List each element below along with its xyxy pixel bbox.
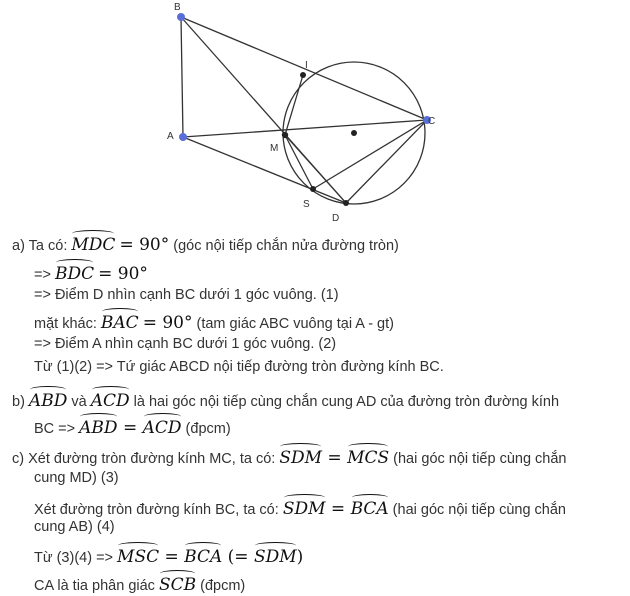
value: = 90°: [119, 235, 170, 255]
label-b: B: [174, 2, 181, 13]
angle-sdm: SDM: [279, 444, 322, 468]
angle-acd: ACD: [143, 414, 182, 438]
angle-sdm: SDM: [254, 543, 297, 567]
label-i: I: [305, 60, 308, 71]
note: (tam giác ABC vuông tại A - gt): [192, 316, 394, 332]
label-c: C: [428, 116, 436, 127]
angle-mcs: MCS: [347, 444, 389, 468]
text: =>: [34, 267, 55, 283]
line-a2: [34, 260, 148, 285]
text: Xét đường tròn đường kính BC, ta có:: [34, 502, 283, 518]
segment-ad: [183, 137, 346, 203]
note: (đpcm): [181, 421, 231, 437]
text: c) Xét đường tròn đường kính MC, ta có:: [12, 451, 280, 467]
segment-ba: [181, 17, 183, 137]
line-a5: => Điểm A nhìn cạnh BC dưới 1 góc vuông. (2): [34, 336, 337, 352]
paren-open: (=: [222, 547, 254, 567]
line-a6: Từ (1)(2) => Tứ giác ABCD nội tiếp đường tròn đường kính BC.: [34, 359, 444, 375]
label-a: A: [167, 131, 174, 142]
line-c1: [12, 444, 566, 469]
angle-abd: ABD: [79, 414, 117, 438]
text: CA là tia phân giác: [34, 578, 159, 594]
line-a3: => Điểm D nhìn cạnh BC dưới 1 góc vuông. (1): [34, 287, 339, 303]
figure-points: [177, 13, 431, 206]
label-d: D: [332, 213, 340, 224]
text: a) Ta có:: [12, 238, 72, 254]
line-a1: [12, 231, 399, 256]
text: mặt khác:: [34, 316, 101, 332]
angle-mdc: MDC: [71, 231, 115, 255]
angle-bdc: BDC: [55, 260, 94, 284]
equals: =: [117, 418, 143, 438]
segment-mi: [285, 75, 303, 135]
note: (hai góc nội tiếp cùng chắn: [388, 502, 566, 518]
angle-bac: BAC: [101, 309, 139, 333]
note: là hai góc nội tiếp cùng chắn cung AD của đường tròn đường kính: [129, 394, 560, 410]
note: (hai góc nội tiếp cùng chắn: [389, 451, 567, 467]
angle-acd: ACD: [91, 387, 130, 411]
point-m: [282, 132, 288, 138]
geometry-figure: [0, 0, 630, 228]
line-c5: [34, 543, 303, 568]
point-a: [179, 133, 187, 141]
angle-sdm: SDM: [283, 495, 326, 519]
text: và: [67, 394, 91, 410]
value: = 90°: [142, 313, 193, 333]
line-b2: [34, 414, 231, 439]
text: b): [12, 394, 29, 410]
equals: =: [325, 499, 351, 519]
angle-bca: BCA: [351, 495, 389, 519]
line-b1: [12, 387, 559, 412]
text: Từ (3)(4) =>: [34, 550, 118, 566]
value: = 90°: [98, 264, 148, 284]
angle-scb: SCB: [159, 571, 196, 595]
line-a4: [34, 309, 394, 334]
point-b: [177, 13, 185, 21]
note: (đpcm): [196, 578, 246, 594]
equals: =: [159, 547, 185, 567]
note: (góc nội tiếp chắn nửa đường tròn): [169, 238, 399, 254]
point-center: [351, 130, 357, 136]
point-d: [343, 200, 349, 206]
equals: =: [322, 448, 348, 468]
label-s: S: [303, 199, 310, 210]
angle-msc: MSC: [117, 543, 159, 567]
line-c6: [34, 571, 245, 596]
segment-ac: [183, 120, 427, 137]
figure-lines: [181, 17, 427, 204]
text: BC =>: [34, 421, 80, 437]
angle-bca: BCA: [184, 543, 222, 567]
point-s: [310, 186, 316, 192]
angle-abd: ABD: [29, 387, 67, 411]
label-m: M: [270, 143, 279, 154]
point-i: [300, 72, 306, 78]
paren-close: ): [296, 547, 304, 567]
line-c4: cung AB) (4): [34, 519, 115, 535]
line-c2: cung MD) (3): [34, 470, 119, 486]
segment-bc: [181, 17, 427, 120]
